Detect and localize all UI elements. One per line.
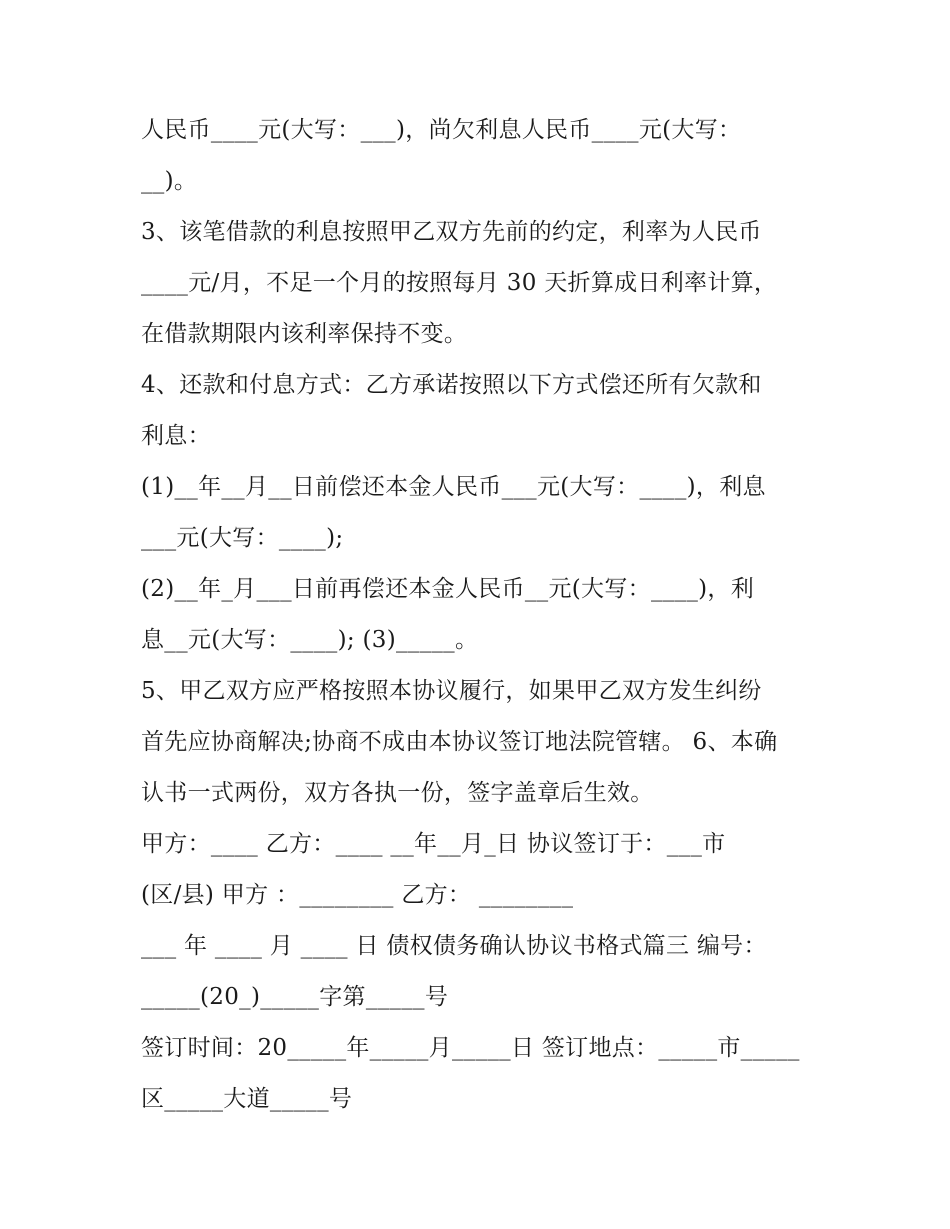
text-line: 区_____大道_____号 [141,1086,353,1112]
text-line: 甲方：____ 乙方：____ __年__月_日 协议签订于：___市 [141,831,726,857]
text-line: ___ 年 ____ 月 ____ 日 债权债务确认协议书格式篇三 编号： [141,933,767,959]
text-line: 5、甲乙双方应严格按照本协议履行，如果甲乙双方发生纠纷 [141,678,762,704]
text-line: 人民币____元(大写：___)，尚欠利息人民币____元(大写： [141,117,742,143]
text-line: 在借款期限内该利率保持不变。 [141,321,468,347]
text-line: (1)__年__月__日前偿还本金人民币___元(大写：____)，利息 [141,474,766,500]
text-line: 签订时间：20_____年_____月_____日 签订地点：_____市_____ [141,1035,800,1061]
text-line: 利息： [141,423,211,449]
text-line: 首先应协商解决;协商不成由本协议签订地法院管辖。 6、本确 [141,729,778,755]
document-body [141,105,821,1125]
text-line: ____元/月，不足一个月的按照每月 30 天折算成日利率计算， [141,270,778,296]
text-line: _____(20_)_____字第_____号 [141,984,449,1010]
text-line: (2)__年_月___日前再偿还本金人民币__元(大写：____)，利 [141,576,755,602]
text-line: __)。 [141,168,198,194]
text-line: 4、还款和付息方式：乙方承诺按照以下方式偿还所有欠款和 [141,372,762,398]
text-line: 息__元(大写：____); (3)_____。 [141,627,479,653]
text-line: ___元(大写：____); [141,525,344,551]
text-line: 认书一式两份，双方各执一份，签字盖章后生效。 [141,780,654,806]
text-line: (区/县) 甲方 ：________ 乙方： ________ [141,882,574,908]
text-line: 3、该笔借款的利息按照甲乙双方先前的约定，利率为人民币 [141,219,762,245]
